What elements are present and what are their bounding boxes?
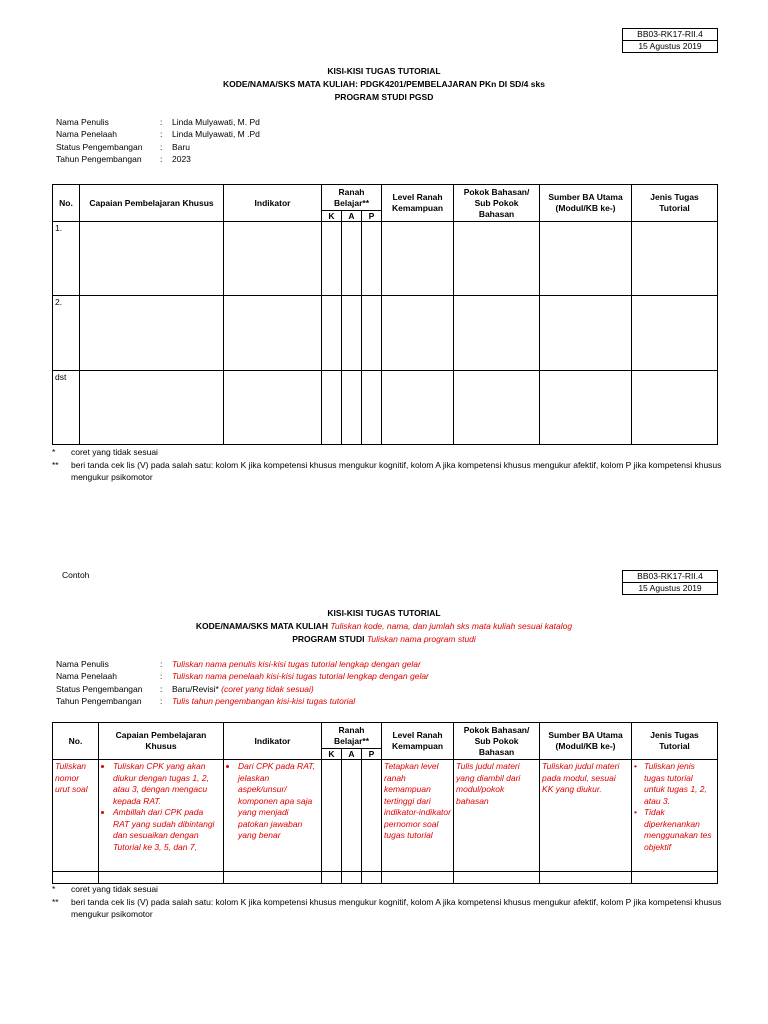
example-cell-no: Tuliskan nomor urut soal [53,760,99,872]
th-no: No. [53,723,99,760]
form-program-line: PROGRAM STUDI PGSD [334,92,434,102]
th-p: P [362,211,382,222]
th-level: Level Ranah Kemampuan [382,185,454,222]
th-ranah: Ranah Belajar** [322,185,382,211]
example-cell-cpk [99,760,224,872]
meta-row-status: Status Pengembangan : Baru/Revisi* (coret yang tidak sesuai) [56,683,314,694]
form-course-line: KODE/NAMA/SKS MATA KULIAH: PDGK4201/PEMBELAJARAN PKn DI SD/4 sks [223,79,545,89]
table-row [53,222,718,296]
th-k: K [322,749,342,760]
example-title: KISI-KISI TUGAS TUTORIAL [327,608,441,618]
form-title: KISI-KISI TUGAS TUTORIAL [327,66,441,76]
form-table [52,184,718,445]
list-item: • Tidak diperkenankan menggunakan tes objektif [634,807,715,853]
th-jenis: Jenis Tugas Tutorial [632,185,718,222]
example-code: BB03-RK17-RII.4 [637,571,703,581]
example-meta [56,658,429,707]
row-number: 1. [53,222,80,296]
meta-row-penulis: Nama Penulis : Tuliskan nama penulis kisi-kisi tugas tutorial lengkap dengan gelar [56,659,421,669]
table-row [53,371,718,445]
row-number: dst [53,371,80,445]
form-notes [52,446,722,484]
th-k: K [322,211,342,222]
example-table [52,722,718,884]
th-a: A [342,749,362,760]
th-cpk: Capaian Pembelajaran Khusus [99,723,224,760]
meta-row-penulis: Nama Penulis : Linda Mulyawati, M. Pd [56,117,260,127]
note-item: ** beri tanda cek lis (V) pada salah satu: kolom K jika kompetensi khusus mengukur kognitif, kolom A jika kompetensi khusus mengukur afektif, kolom P jika kompetensi khusus mengukur psikomotor [52,896,722,919]
th-jenis: Jenis Tugas Tutorial [632,723,718,760]
meta-row-penelaah: Nama Penelaah : Linda Mulyawati, M .Pd [56,129,260,140]
th-sumber: Sumber BA Utama (Modul/KB ke-) [540,185,632,222]
example-cell-level: Tetapkan level ranah kemampuan tertinggi dari indikator-indikator pernomor soal tugas tutorial [382,760,454,872]
meta-row-penelaah: Nama Penelaah : Tuliskan nama penelaah kisi-kisi tugas tutorial lengkap dengan gelar [56,671,429,682]
list-item: • Ambillah dari CPK pada RAT yang sudah dibintangi dan sesuaikan dengan Tutorial ke 3, 5, dan 7, [113,807,221,853]
form-code: BB03-RK17-RII.4 [637,29,703,39]
example-cell-indikator [224,760,322,872]
meta-row-status: Status Pengembangan : Baru [56,141,190,152]
th-indikator: Indikator [224,723,322,760]
table-row [53,296,718,371]
th-level: Level Ranah Kemampuan [382,723,454,760]
th-indikator: Indikator [224,185,322,222]
example-notes [52,883,722,921]
example-program-line: PROGRAM STUDI Tuliskan nama program studi [292,634,476,644]
example-cell-pokok: Tulis judul materi yang diambil dari modul/pokok bahasan [454,760,540,872]
example-label: Contoh [62,570,90,580]
note-item: ** beri tanda cek lis (V) pada salah satu: kolom K jika kompetensi khusus mengukur kognitif, kolom A jika kompetensi khusus mengukur afektif, kolom P jika kompetensi khusus mengukur psikomotor [52,459,722,482]
meta-row-tahun: Tahun Pengembangan : Tulis tahun pengembangan kisi-kisi tugas tutorial [56,695,356,706]
example-cell-sumber: Tuliskan judul materi pada modul, sesuai KK yang diukur. [540,760,632,872]
table-row [53,872,718,884]
th-sumber: Sumber BA Utama (Modul/KB ke-) [540,723,632,760]
example-course-line: KODE/NAMA/SKS MATA KULIAH Tuliskan kode, nama, dan jumlah sks mata kuliah sesuai katalog [195,621,573,631]
table-row [53,760,718,872]
list-item: • Tuliskan CPK yang akan diukur dengan tugas 1, 2, atau 3, dengan mengacu kepada RAT. [113,761,221,807]
list-item: • Dari CPK pada RAT, jelaskan aspek/unsur/ komponen apa saja yang menjadi patokan jawaban yang benar [238,761,319,842]
form-code-box [622,28,718,53]
th-no: No. [53,185,80,222]
row-number: 2. [53,296,80,371]
th-ranah: Ranah Belajar** [322,723,382,749]
form-date: 15 Agustus 2019 [623,40,717,52]
example-date: 15 Agustus 2019 [623,582,717,594]
th-pokok: Pokok Bahasan/ Sub Pokok Bahasan [454,723,540,760]
note-item: * coret yang tidak sesuai [52,447,158,457]
form-meta [56,116,260,165]
th-p: P [362,749,382,760]
th-pokok: Pokok Bahasan/ Sub Pokok Bahasan [454,185,540,222]
example-code-box [622,570,718,595]
meta-row-tahun: Tahun Pengembangan : 2023 [56,153,191,164]
example-cell-jenis [632,760,718,872]
th-cpk: Capaian Pembelajaran Khusus [80,185,224,222]
th-a: A [342,211,362,222]
list-item: • Tuliskan jenis tugas tutorial untuk tugas 1, 2, atau 3. [634,761,715,807]
note-item: * coret yang tidak sesuai [52,884,158,894]
